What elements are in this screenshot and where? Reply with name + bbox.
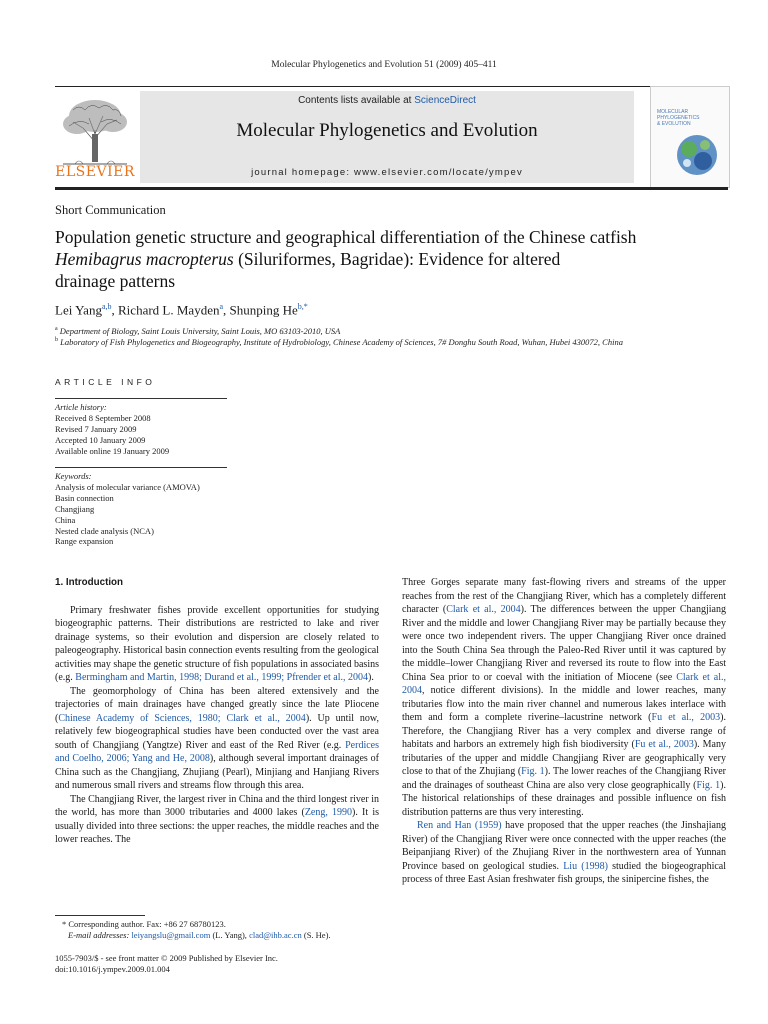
citation-link[interactable]: Fu et al., 2003 [651,712,721,723]
affil-marker: b [55,337,58,344]
body-column-left [55,576,379,847]
header-rule-top [55,86,728,87]
citation-link[interactable]: Fu et al., 2003 [634,739,694,750]
paragraph [55,685,379,793]
affil-text: Laboratory of Fish Phylogenetics and Biogeography, Institute of Hydrobiology, Chinese Academy of Sciences, 7# Donghu South Road, Wuhan, Hubei 430072, China [60,337,623,347]
email-link[interactable]: leiyangslu@gmail.com [131,930,211,940]
citation-link[interactable]: Ren and Han (1959) [417,820,502,831]
author-name: Lei Yang [55,302,102,318]
text-run: Three Gorges separate many fast-flowing rivers and streams of the upper reaches from the rest of the Changjiang River, which has a completely different character ( [402,577,726,615]
text-run: Primary freshwater fishes provide excellent opportunities for studying biogeographic patterns. Their distributions are restricted to lake and river drainage systems, so their evolution and dispersion are closely related to paleogeography. Historical basin connection events resulting from the geological activities may shape the genetic structure of fish populations in associated basins (e.g. [55,604,379,683]
article-title [55,226,735,292]
intro-heading: 1. Introduction [55,577,124,588]
affiliation [55,326,340,336]
history-label: Article history: [55,402,107,412]
keyword-item: Basin connection [55,492,114,503]
citation-link[interactable]: Clark et al., 2004 [446,604,521,615]
footnote-text: (S. He). [301,930,331,940]
citation-link[interactable]: Zeng, 1990 [304,807,353,818]
text-run: ). Up until now, relatively few biogeographical studies have been conducted over the vast area south of Changjiang (Yangtze) River and east of the Red River (e.g. [55,712,379,751]
figure-link[interactable]: Fig. 1 [521,766,545,777]
author-affil-marker[interactable]: a [219,302,224,311]
citation-link[interactable]: Perdices and Coelho, 2006; Yang and He, 2008 [55,739,379,764]
email-link[interactable]: clad@ihb.ac.cn [249,930,302,940]
article-type: Short Communication [55,203,166,217]
journal-title: Molecular Phylogenetics and Evolution [236,120,538,141]
keywords [55,471,230,547]
text-run: have proposed that the upper reaches (the Jinshajiang River) of the Changjiang River were once connected with the upper reaches (the Beipanjiang River) of the Zhujiang River in the northwestern area of Yunnan Province based on geological studies. [402,820,726,872]
author-name: Shunping He [229,302,298,318]
text-run: ). The historical relationships of these drainages and possible influence on fish distribution patterns are thus very interesting. [402,779,726,818]
affiliation [55,337,623,347]
keyword-item: Range expansion [55,536,114,547]
paragraph [55,604,379,685]
cover-artwork [673,131,721,179]
text-run: ). The differences between the upper Changjiang River and the middle and lower Changjiang River may be partially because they were once two independent rivers. The upper Changjiang River once drained into the South China Sea through the Paleo-Red River until it was captured by the middle–lower Changjiang River and reversed its route to flow into the East China Sea prior to or coeval with the initiation of Miocene (see [402,604,726,683]
author-sep: , [223,302,230,318]
doi-line[interactable]: doi:10.1016/j.ympev.2009.01.004 [55,964,170,974]
author-affil-marker[interactable]: a,b [101,302,112,311]
footnote-text: (L. Yang), [210,930,250,940]
asterisk-marker: * [62,919,69,929]
title-line [55,248,735,270]
contents-prefix: Contents lists available at [298,95,415,106]
history-item: Received 8 September 2008 [55,412,151,423]
text-run: ). It is usually divided into three sections: the upper reaches, the middle reaches and the lower reaches. The [55,807,380,845]
title-line-rest: (Siluriformes, Bagridae): Evidence for altered [233,249,561,269]
text-run: ). Therefore, the Changjiang River has a very complex and diverse range of habitats and harbors an extremely high fish biodiversity ( [402,712,726,750]
keywords-label: Keywords: [55,471,92,481]
figure-link[interactable]: Fig. 1 [696,779,721,791]
affil-text: Department of Biology, Saint Louis University, Saint Louis, MO 63103-2010, USA [59,326,341,336]
footnote-text: Corresponding author. Fax: +86 27 68780123. [68,919,226,929]
author-name: Richard L. Mayden [118,302,220,318]
running-head: Molecular Phylogenetics and Evolution 51 (2009) 405–411 [271,60,497,70]
cover-text [657,109,700,127]
paragraph [55,793,379,847]
text-run: ). The lower reaches of the Changjiang River and the drainages of southeast China are also very close geographically ( [402,766,726,791]
article-info-heading: ARTICLE INFO [55,377,156,387]
cover-line: & EVOLUTION [657,121,691,127]
text-run: The Changjiang River, the largest river in China and the third longest river in the world, has more than 3000 tributaries and 4000 lakes ( [55,793,379,818]
history-item: Revised 7 January 2009 [55,423,137,434]
keyword-item: China [55,514,76,525]
keyword-item: Changjiang [55,503,95,514]
paragraph [402,819,726,887]
info-rule [55,467,227,468]
citation-link[interactable]: Chinese Academy of Sciences, 1980; Clark et al., 2004 [58,712,306,724]
contents-line [140,95,634,106]
author-affil-marker[interactable]: b,* [297,302,308,311]
title-line: drainage patterns [55,271,176,291]
issn-line: 1055-7903/$ - see front matter © 2009 Published by Elsevier Inc. [55,953,278,963]
email-note [68,930,331,941]
footnote-rule [55,915,145,916]
journal-homepage[interactable]: journal homepage: www.elsevier.com/locate/ympev [251,167,523,178]
journal-cover-thumbnail [650,86,730,188]
author-list [55,302,308,318]
text-run: , notice different divisions). In the middle and lower reaches, many tributaries flow into the main river channel and numerous lakes interlace with them and form a complete riverine–lacustrine network ( [402,685,726,723]
title-line: Population genetic structure and geographical differentiation of the Chinese catfish [55,227,637,247]
info-rule [55,398,227,399]
keyword-item: Analysis of molecular variance (AMOVA) [55,481,200,492]
text-run: ). [368,672,374,683]
paragraph [402,576,726,819]
history-item: Available online 19 January 2009 [55,445,170,456]
sciencedirect-link[interactable]: ScienceDirect [414,95,476,106]
cover-line: PHYLOGENETICS [657,115,700,121]
cover-line: MOLECULAR [657,109,689,115]
article-history [55,402,230,457]
text-run: ), although several important drainages of China such as the Changjiang, Zhujiang (Pearl), Minjiang and Hanjiang Rivers and numerous small rivers and streams flow through this area. [55,753,379,791]
citation-link[interactable]: Bermingham and Martin, 1998; Durand et al., 1999; Pfrender et al., 2004 [75,672,368,683]
citation-link[interactable]: Liu (1998) [563,860,608,872]
elsevier-wordmark: ELSEVIER [55,164,135,180]
author-sep: , [111,302,119,318]
history-item: Accepted 10 January 2009 [55,434,146,445]
body-column-right [402,576,726,887]
title-species: Hemibagrus macropterus [55,249,234,269]
keyword-item: Nested clade analysis (NCA) [55,525,154,536]
text-run: ). Many tributaries of the upper and middle Changjiang River are geographically very close to that of the Zhujiang ( [402,739,726,777]
email-label: E-mail addresses: [68,930,132,940]
text-run: studied the biogeographical process of three East Asian freshwater fish groups, the sinipercine fishes, the [402,860,727,885]
text-run: The geomorphology of China has been altered extensively and the trajectories of main drainages have changed greatly since the late Pliocene ( [55,685,379,724]
citation-link[interactable]: Clark et al., 2004 [402,671,727,696]
header-rule-bottom [55,187,728,190]
corresponding-author-note [62,919,226,930]
affil-marker: a [55,326,58,333]
